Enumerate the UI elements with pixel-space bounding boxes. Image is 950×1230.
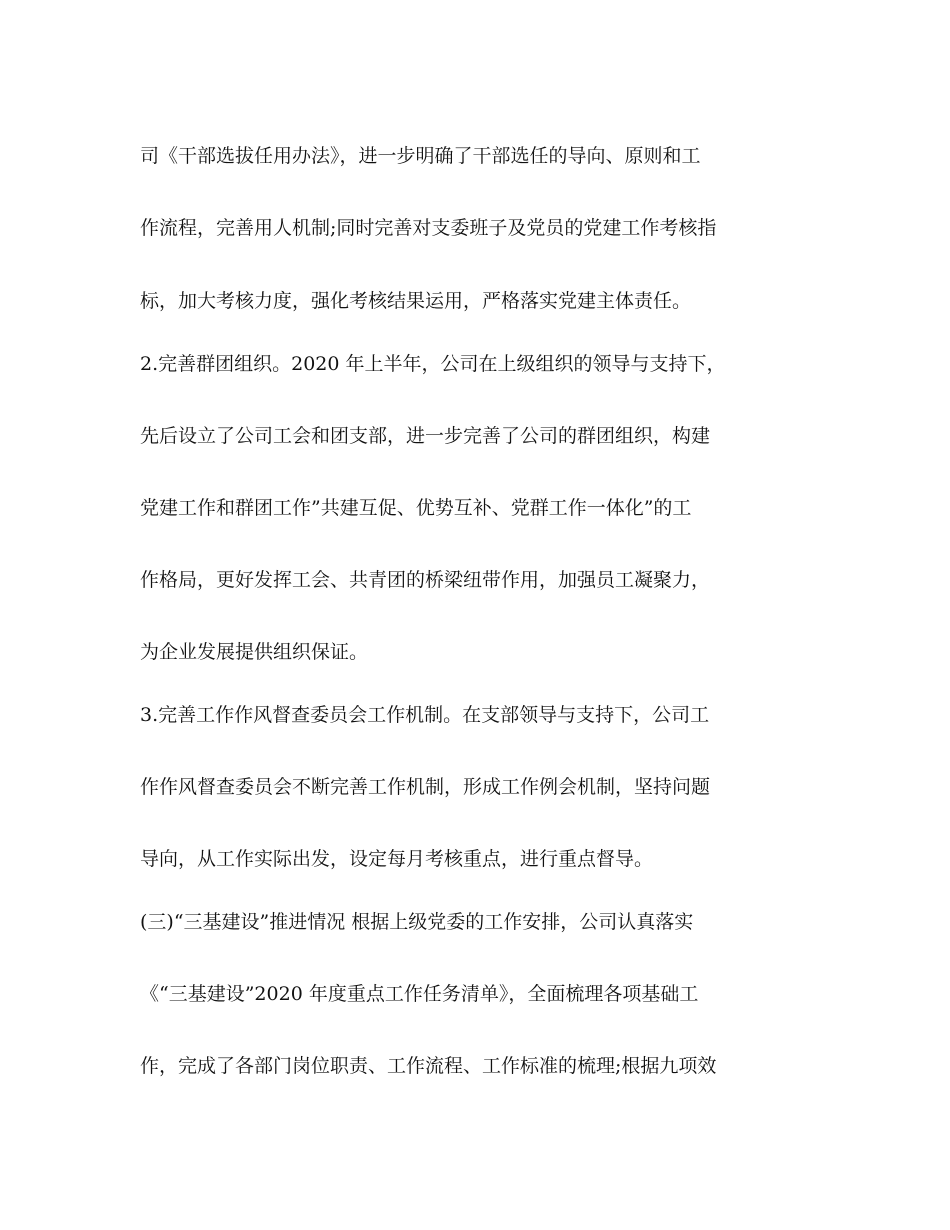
paragraph-line: 为企业发展提供组织保证。 (140, 641, 369, 663)
paragraph-line: 导向，从工作实际出发，设定每月考核重点，进行重点督导。 (140, 848, 654, 870)
paragraph-line: 司《干部选拔任用办法》，进一步明确了干部选任的导向、原则和工 (140, 145, 701, 167)
paragraph-line: 作流程，完善用人机制;同时完善对支委班子及党员的党建工作考核指 (140, 217, 717, 239)
paragraph-line: (三)“三基建设”推进情况 根据上级党委的工作安排，公司认真落实 (140, 911, 694, 933)
paragraph-line: 《“三基建设”2020 年度重点工作任务清单》，全面梳理各项基础工 (140, 983, 699, 1005)
paragraph-line: 作，完成了各部门岗位职责、工作流程、工作标准的梳理;根据九项效 (140, 1055, 717, 1077)
paragraph-line: 党建工作和群团工作”共建互促、优势互补、党群工作一体化”的工 (140, 497, 692, 519)
paragraph-line: 3.完善工作作风督查委员会工作机制。在支部领导与支持下，公司工 (140, 704, 710, 726)
paragraph-line: 作格局，更好发挥工会、共青团的桥梁纽带作用，加强员工凝聚力， (140, 569, 711, 591)
paragraph-line: 标，加大考核力度，强化考核结果运用，严格落实党建主体责任。 (140, 290, 692, 312)
paragraph-line: 作作风督查委员会不断完善工作机制，形成工作例会机制，坚持问题 (140, 776, 711, 798)
paragraph-line: 先后设立了公司工会和团支部，进一步完善了公司的群团组织，构建 (140, 425, 711, 447)
paragraph-line: 2.完善群团组织。2020 年上半年，公司在上级组织的领导与支持下， (140, 353, 726, 375)
